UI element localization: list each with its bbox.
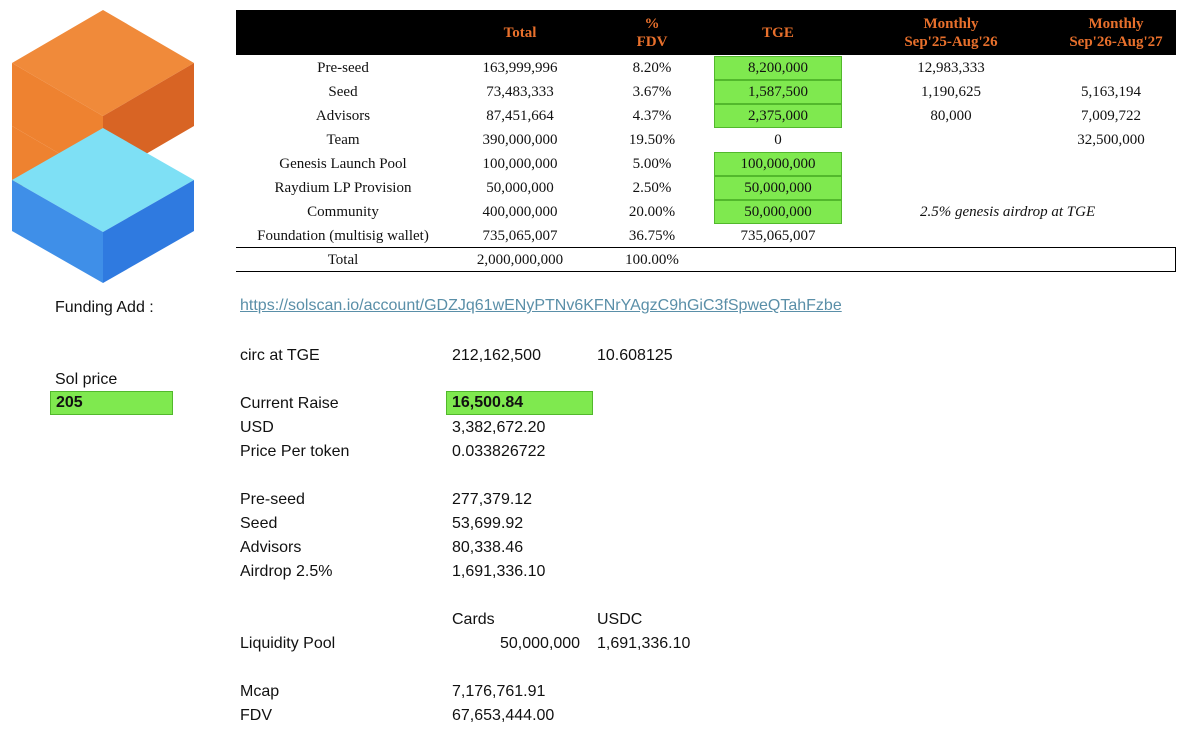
funding-address-link[interactable]: https://solscan.io/account/GDZJq61wENyPTNv6KFNrYAgzC9hGiC3fSpweQTahFzbe	[240, 297, 842, 314]
row-label: Foundation (multisig wallet)	[257, 228, 429, 244]
pool-cards-value: 50,000,000	[500, 635, 581, 652]
alloc-seed-label: Seed	[240, 515, 278, 532]
alloc-preseed-label: Pre-seed	[240, 491, 305, 508]
sol-price-value[interactable]: 205	[50, 391, 173, 415]
row-pct: 19.50%	[628, 132, 676, 148]
row-monthly-1: 80,000	[930, 108, 972, 124]
row-monthly-1: 1,190,625	[921, 84, 981, 100]
row-pct: 20.00%	[628, 204, 676, 220]
current-raise-value[interactable]: 16,500.84	[446, 391, 593, 415]
row-monthly-2: 32,500,000	[1077, 132, 1145, 148]
tokenomics-table	[236, 10, 1176, 272]
row-label: Genesis Launch Pool	[279, 156, 407, 172]
row-monthly-2	[1046, 152, 1176, 176]
usd-label: USD	[240, 419, 274, 436]
table-row	[236, 56, 1176, 80]
row-pct: 2.50%	[632, 180, 672, 196]
row-monthly-1	[876, 152, 1026, 176]
circ-pct: 10.608125	[597, 347, 673, 364]
total-row-total: 2,000,000,000	[476, 252, 564, 268]
row-total: 735,065,007	[482, 228, 558, 244]
pool-usdc-value: 1,691,336.10	[597, 635, 691, 652]
alloc-airdrop-label: Airdrop 2.5%	[240, 563, 333, 580]
header-monthly-1: Monthly Sep'25-Aug'26	[904, 15, 998, 50]
fdv-label: FDV	[240, 707, 272, 724]
circ-value: 212,162,500	[452, 347, 541, 364]
row-total: 390,000,000	[482, 132, 558, 148]
header-monthly-2: Monthly Sep'26-Aug'27	[1069, 15, 1163, 50]
table-total-row	[236, 248, 1176, 272]
row-monthly-2	[1046, 176, 1176, 200]
table-row	[236, 200, 1176, 224]
table-row	[236, 104, 1176, 128]
row-label: Raydium LP Provision	[274, 180, 412, 196]
header-tge: TGE	[762, 24, 794, 41]
total-row-label: Total	[327, 252, 359, 268]
table-row	[236, 176, 1176, 200]
circ-label: circ at TGE	[240, 347, 320, 364]
row-total: 163,999,996	[482, 60, 558, 76]
row-tge: 1,587,500	[714, 80, 842, 104]
alloc-preseed-value: 277,379.12	[452, 491, 533, 508]
row-total: 100,000,000	[482, 156, 558, 172]
table-header	[236, 10, 1176, 55]
airdrop-note: 2.5% genesis airdrop at TGE	[920, 204, 1096, 220]
row-total: 50,000,000	[486, 180, 554, 196]
row-tge: 50,000,000	[714, 176, 842, 200]
row-monthly-2	[1046, 224, 1176, 248]
pool-cards-header: Cards	[452, 611, 495, 628]
row-tge: 2,375,000	[714, 104, 842, 128]
row-pct: 36.75%	[628, 228, 676, 244]
row-tge: 100,000,000	[714, 152, 842, 176]
row-label: Team	[326, 132, 360, 148]
header-total: Total	[503, 24, 537, 41]
row-monthly-1	[876, 224, 1026, 248]
current-raise-label: Current Raise	[240, 395, 339, 412]
total-row-pct: 100.00%	[625, 252, 679, 268]
price-per-token-value: 0.033826722	[452, 443, 546, 460]
row-total: 87,451,664	[486, 108, 554, 124]
alloc-advisors-label: Advisors	[240, 539, 302, 556]
table-row	[236, 128, 1176, 152]
alloc-seed-value: 53,699.92	[452, 515, 524, 532]
row-monthly-2: 7,009,722	[1081, 108, 1141, 124]
row-monthly-1	[876, 176, 1026, 200]
liquidity-pool-label: Liquidity Pool	[240, 635, 336, 652]
sol-price-label: Sol price	[55, 371, 118, 388]
logo-icon	[8, 8, 198, 283]
row-label: Advisors	[315, 108, 371, 124]
mcap-value: 7,176,761.91	[452, 683, 546, 700]
row-tge: 50,000,000	[714, 200, 842, 224]
table-row	[236, 80, 1176, 104]
row-tge: 0	[774, 132, 782, 148]
header-fdv: % FDV	[636, 15, 668, 50]
row-pct: 8.20%	[632, 60, 672, 76]
table-row	[236, 224, 1176, 248]
table-row	[236, 152, 1176, 176]
row-label: Pre-seed	[317, 60, 369, 76]
mcap-label: Mcap	[240, 683, 280, 700]
alloc-airdrop-value: 1,691,336.10	[452, 563, 546, 580]
row-tge: 735,065,007	[740, 228, 816, 244]
row-monthly-2	[1046, 56, 1176, 80]
row-pct: 4.37%	[632, 108, 672, 124]
row-monthly-2: 5,163,194	[1081, 84, 1141, 100]
row-pct: 5.00%	[632, 156, 672, 172]
row-tge: 8,200,000	[714, 56, 842, 80]
price-per-token-label: Price Per token	[240, 443, 350, 460]
row-total: 400,000,000	[482, 204, 558, 220]
alloc-advisors-value: 80,338.46	[452, 539, 524, 556]
row-total: 73,483,333	[486, 84, 554, 100]
fdv-value: 67,653,444.00	[452, 707, 555, 724]
funding-label: Funding Add :	[55, 299, 154, 316]
row-label: Community	[307, 204, 379, 220]
pool-usdc-header: USDC	[597, 611, 643, 628]
row-pct: 3.67%	[632, 84, 672, 100]
row-monthly-1	[876, 128, 1026, 152]
usd-value: 3,382,672.20	[452, 419, 546, 436]
row-label: Seed	[328, 84, 358, 100]
row-monthly-1: 12,983,333	[917, 60, 985, 76]
